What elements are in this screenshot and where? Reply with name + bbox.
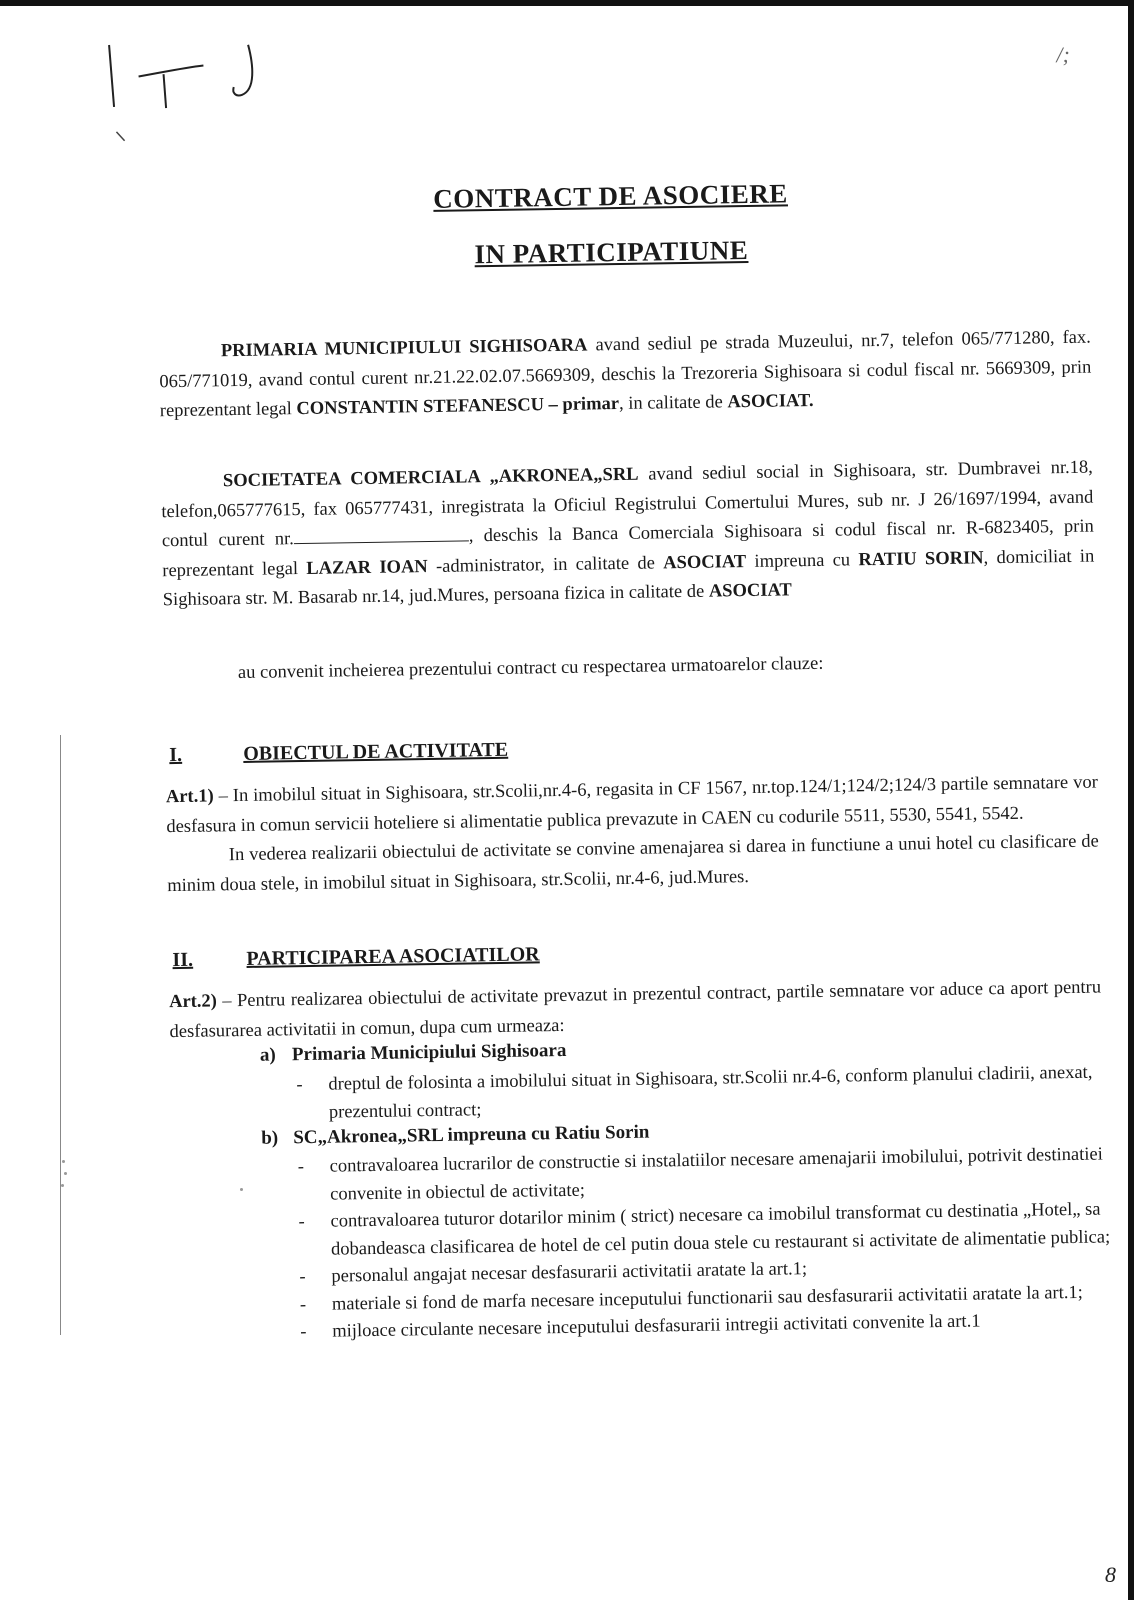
corner-mark: /; bbox=[1056, 41, 1071, 68]
article-2-label: Art.2) bbox=[168, 991, 218, 1013]
page-number: 8 bbox=[1105, 1562, 1116, 1587]
section-2-title: PARTICIPAREA ASOCIATILOR bbox=[246, 943, 540, 970]
list-item: - mijloace circulante necesare inceputului desfasurarii intregii activitati convenite la art.1 bbox=[298, 1306, 1116, 1346]
party-1-name: PRIMARIA MUNICIPIULUI SIGHISOARA bbox=[220, 335, 588, 362]
contribution-b-list bbox=[296, 1141, 1117, 1346]
section-1-number: I. bbox=[169, 743, 183, 767]
document-title-line-2: IN PARTICIPATIUNE bbox=[474, 234, 749, 270]
party-2-paragraph: SOCIETATEA COMERCIALA „AKRONEA„SRL avand sediul social in Sighisoara, str. Dumbravei nr.18, telefon,065777615, fax 065777431, inregistrata la Oficiul Registrului Comertului Mures, sub nr. J 26/1697/1994, avand contul curent nr. , deschis la Banca Comerciala Sighisoara si codul fiscal nr. R-6823405, prin reprezentant legal LAZAR IOAN -administrator, in calitate de ASOCIAT impreuna cu RATIU SORIN, domiciliat in Sighisoara str. M. Basarab nr.14, jud.Mures, persoana fizica in calitate de ASOCIAT bbox=[161, 457, 1095, 611]
handwritten-mark bbox=[103, 34, 275, 147]
section-2-number: II. bbox=[172, 948, 194, 972]
document-title-line-1: CONTRACT DE ASOCIERE bbox=[433, 178, 789, 214]
contribution-a-list bbox=[294, 1059, 1113, 1127]
agreement-statement: au convenit incheierea prezentului contract cu respectarea urmatoarelor clauze: bbox=[237, 653, 824, 684]
list-item: - contravaloarea lucrarilor de constructie si instalatiilor necesare amenajarii imobilului, potrivit destinatiei convenite in obiectul de activitate; bbox=[296, 1141, 1115, 1209]
party-2-role: ASOCIAT bbox=[663, 551, 747, 573]
article-1-second-paragraph: In vederea realizarii obiectului de activitate se convine amenajarea si darea in functiune a unui hotel cu clasificare de minim doua stele, in imobilul situat in Sighisoara, str.Scolii, nr.4-6, jud.Mures. bbox=[167, 831, 1099, 896]
article-1-label: Art.1) bbox=[165, 786, 214, 808]
party-1-paragraph: PRIMARIA MUNICIPIULUI SIGHISOARA avand sediul pe strada Muzeului, nr.7, telefon 065/771280, fax. 065/771019, avand contul curent nr.21.22.02.07.5669309, deschis la Trezoreria Sighisoara si codul fiscal nr. 5669309, prin reprezentant legal CONSTANTIN STEFANESCU – primar, in calitate de ASOCIAT. bbox=[159, 327, 1092, 422]
article-2: Art.2) – Pentru realizarea obiectului de activitate prevazut in prezentul contract, partile semnatare vor aduce ca aport pentru desfasurarea activitatii in comun, dupa cum urmeaza: bbox=[168, 977, 1102, 1042]
contribution-b-heading: b) SC„Akronea„SRL impreuna cu Ratiu Sorin bbox=[261, 1121, 650, 1149]
party-2-representative: LAZAR IOAN bbox=[306, 556, 428, 579]
contribution-a-heading: a) Primaria Municipiului Sighisoara bbox=[259, 1039, 567, 1066]
article-1: Art.1) – In imobilul situat in Sighisoara, str.Scolii,nr.4-6, regasita in CF 1567, nr.top.124/1;124/2;124/3 partile semnatare vor desfasura in comun servicii hoteliere si alimentatie publica prevazute in CAEN cu codurile 5511, 5530, 5541, 5542. In vederea realizarii obiectului de activitate se convine amenajarea si darea in functiune a unui hotel cu clasificare de minim doua stele, in imobilul situat in Sighisoara, str.Scolii, nr.4-6, jud.Mures. bbox=[165, 772, 1099, 896]
list-item: - materiale si fond de marfa necesare inceputului functionarii sau desfasurarii activitatii aratate la art.1; bbox=[298, 1279, 1116, 1319]
section-1-heading bbox=[169, 739, 508, 767]
party-1-role: ASOCIAT. bbox=[727, 390, 814, 413]
section-2-heading bbox=[172, 943, 540, 972]
party-3-role: ASOCIAT bbox=[708, 580, 792, 602]
party-2-name: SOCIETATEA COMERCIALA „AKRONEA„SRL bbox=[222, 464, 639, 492]
account-number-blank bbox=[294, 524, 469, 544]
section-1-title: OBIECTUL DE ACTIVITATE bbox=[243, 738, 509, 765]
party-1-representative: CONSTANTIN STEFANESCU – primar bbox=[296, 394, 620, 420]
party-3-person: RATIU SORIN bbox=[858, 547, 984, 570]
list-item: - contravaloarea tuturor dotarilor minim ( strict) necesare ca imobilul transformat cu destinatia „Hotel„ sa dobandeasca clasificarea de hotel de cel putin doua stele cu restaurant si activitate de alimentatie publica; bbox=[296, 1196, 1115, 1264]
list-item: - personalul angajat necesar desfasurarii activitatii aratate la art.1; bbox=[297, 1251, 1115, 1291]
list-item: - dreptul de folosinta a imobilului situat in Sighisoara, str.Scolii nr.4-6, conform planului cladirii, anexat, prezentului contract; bbox=[294, 1059, 1113, 1127]
